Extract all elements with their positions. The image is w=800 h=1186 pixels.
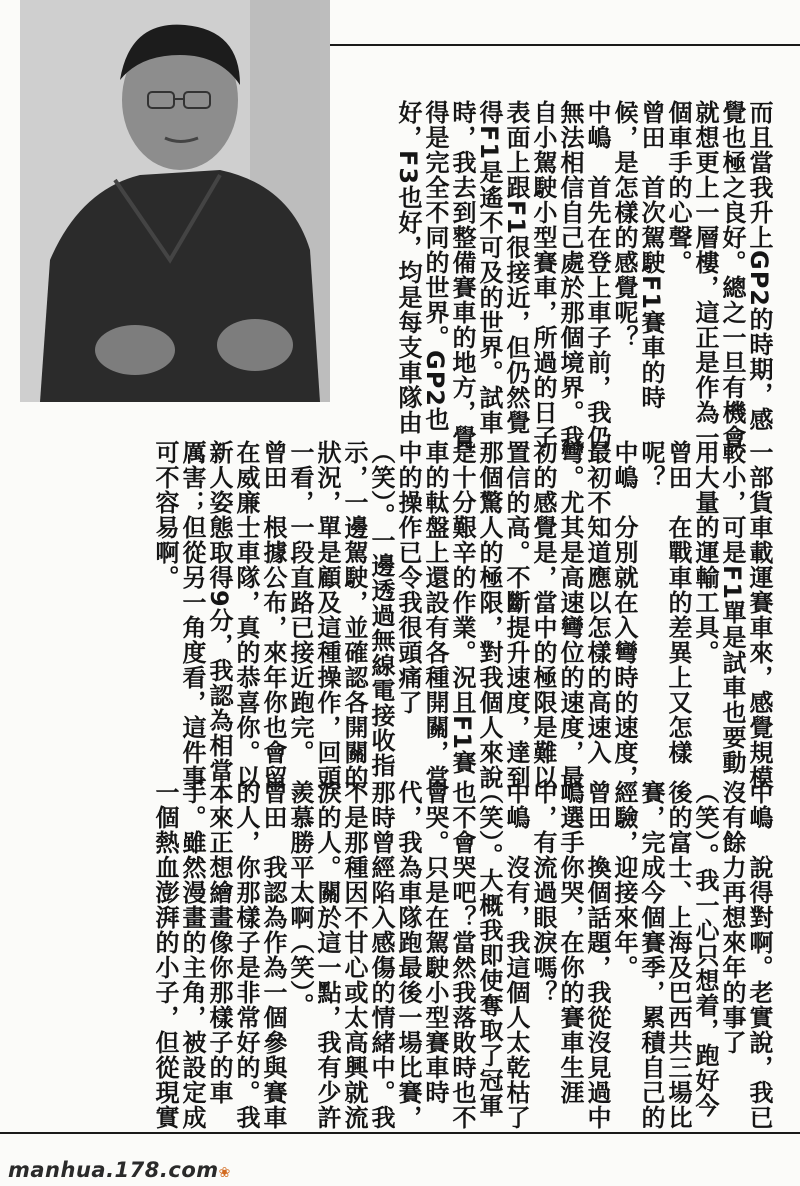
line-text: 說得對啊。老實說，我已	[745, 855, 773, 1130]
line-text: 首先在登上車子前，我仍	[583, 175, 611, 450]
line-text: 得F1是遙不可及的世界。試車	[475, 100, 503, 436]
top-rule	[330, 44, 800, 46]
text-line	[448, 100, 475, 450]
text-line	[205, 780, 232, 1130]
text-line	[691, 780, 718, 1130]
text-line	[340, 440, 367, 790]
text-line	[556, 440, 583, 790]
text-line	[286, 780, 313, 1130]
line-text: 賽，完成今個賽季，累積自己的	[637, 780, 665, 1130]
bottom-rule	[0, 1132, 800, 1134]
line-text: 嶋選手你哭，在你的賽車生涯	[556, 780, 584, 1105]
line-text: 初的感覺是，當中的極限是難以	[529, 440, 557, 790]
text-line	[448, 780, 475, 1130]
line-text: 首次駕駛F1賽車的時	[637, 175, 665, 411]
speaker-label: 中嶋	[583, 100, 611, 175]
text-line	[583, 100, 610, 450]
line-text: 那個驚人的極限，對我個人來說	[475, 440, 503, 790]
text-line	[232, 440, 259, 790]
text-line	[529, 440, 556, 790]
line-text: 一部貨車載運賽車來，感覺規模	[745, 440, 773, 790]
watermark-text: manhua.178.com	[8, 1158, 219, 1182]
speaker-label: 曾田	[259, 780, 287, 855]
text-line	[151, 440, 178, 790]
text-line	[502, 440, 529, 790]
line-text: （笑）。大概我即使奪取了冠軍	[475, 780, 503, 1118]
text-line	[475, 440, 502, 790]
text-line	[556, 100, 583, 450]
text-line	[340, 780, 367, 1130]
text-line	[637, 780, 664, 1130]
text-line	[664, 100, 691, 450]
text-line	[610, 780, 637, 1130]
speaker-label: 中嶋	[745, 780, 773, 855]
interview-section-2	[151, 440, 772, 790]
text-line	[313, 440, 340, 790]
text-line	[286, 440, 313, 790]
text-line	[637, 100, 664, 450]
text-line	[232, 780, 259, 1130]
speaker-label: 曾田	[583, 780, 611, 855]
line-text: 沒有，我這個人太乾枯了	[502, 855, 530, 1130]
text-line	[394, 780, 421, 1130]
text-line	[475, 100, 502, 450]
line-text: （笑）。我一心只想着，跑好今	[691, 780, 719, 1118]
speaker-label: 曾田	[259, 440, 287, 515]
interview-section-1	[394, 100, 772, 450]
text-line	[745, 780, 772, 1130]
text-line	[259, 440, 286, 790]
line-text: 呢？	[637, 440, 665, 490]
text-line	[718, 440, 745, 790]
text-line	[367, 780, 394, 1130]
line-text: 時，我去到整備賽車的地方，覺	[448, 100, 476, 450]
text-line	[529, 780, 556, 1130]
line-text: 車的軚盤上還設有各種開關，當	[421, 440, 449, 790]
line-text: 表面上跟F1很接近，但仍然覺	[502, 100, 530, 436]
text-line	[691, 440, 718, 790]
line-text: 而且當我升上GP2的時期，感	[745, 100, 773, 432]
line-text: 換個話題，我從沒見過中	[583, 855, 611, 1130]
line-text: 分別就在入彎時的速度，	[610, 515, 638, 790]
line-text: 經驗，迎接來年。	[610, 780, 638, 980]
line-text: 可不容易啊。	[151, 440, 179, 590]
line-text: 會哭。只是在駕駛小型賽車時	[421, 780, 449, 1105]
text-line	[502, 100, 529, 450]
text-line	[691, 100, 718, 450]
text-line	[394, 440, 421, 790]
text-line	[637, 440, 664, 790]
line-text: 不是那種因不甘心或太高興就流	[340, 780, 368, 1130]
text-line	[556, 780, 583, 1130]
line-text: 候，是怎樣的感覺呢？	[610, 100, 638, 350]
line-text: 較小，可是F1單是試車也要動	[718, 440, 746, 776]
text-line	[394, 100, 421, 450]
line-text: 在戰車的差異上又怎樣	[664, 515, 692, 765]
text-line	[421, 780, 448, 1130]
text-line	[718, 100, 745, 450]
line-text: 根據公布，來年你也會留	[259, 515, 287, 790]
line-text: 就想更上一層樓，這正是作為一	[691, 100, 719, 450]
text-line	[745, 100, 772, 450]
line-text: 得是完全不同的世界。GP2也	[421, 100, 449, 432]
line-text: 那時曾經陷入感傷的情緒中。我	[367, 780, 395, 1130]
text-line	[475, 780, 502, 1130]
text-line	[178, 780, 205, 1130]
text-line	[205, 440, 232, 790]
text-line	[718, 780, 745, 1130]
line-text: 手。雖然漫畫的主角，被設定成	[178, 780, 206, 1130]
line-text: 在威廉士車隊，真的恭喜你。以	[232, 440, 260, 790]
text-line	[259, 780, 286, 1130]
text-line	[583, 780, 610, 1130]
line-text: 一看，一段直路已接近跑完。	[286, 440, 314, 765]
line-text: 置信的高。不斷提升速度，達到	[502, 440, 530, 790]
line-text: （笑）。一邊透過無線電接收指	[367, 440, 395, 778]
text-line	[313, 780, 340, 1130]
watermark	[8, 1158, 231, 1182]
line-text: 最初不知道應以怎樣的高速入	[583, 440, 611, 765]
line-text: 也不會哭吧？當然我落敗時也不	[448, 780, 476, 1130]
text-line	[448, 440, 475, 790]
line-text: 一個熱血澎湃的小子，但從現實	[151, 780, 179, 1130]
line-text: 用大量的運輸工具。	[691, 440, 719, 665]
text-line	[610, 440, 637, 790]
line-text: 個車手的心聲。	[664, 100, 692, 275]
text-line	[178, 440, 205, 790]
line-text: 好，F3也好，均是每支車隊由	[394, 100, 422, 436]
line-text: 是十分艱辛的作業。況且F1賽	[448, 440, 476, 776]
line-text: 新人姿態取得9分，我認為相當	[205, 440, 233, 783]
interview-section-3	[151, 780, 772, 1130]
text-line	[664, 780, 691, 1130]
speaker-label: 曾田	[637, 100, 665, 175]
line-text: 的人，你那樣子是非常好的。我	[232, 780, 260, 1130]
line-text: 羨慕勝平太啊（笑）。	[286, 780, 314, 1018]
line-text: 後的富士、上海及巴西共三場比	[664, 780, 692, 1130]
line-text: 本來正想繪畫像你那樣子的車	[205, 780, 233, 1105]
line-text: 我認為作為一個參與賽車	[259, 855, 287, 1130]
line-text: 自小駕駛小型賽車，所過的日子	[529, 100, 557, 450]
speaker-label: 中嶋	[610, 440, 638, 515]
text-line	[745, 440, 772, 790]
text-line	[583, 440, 610, 790]
speaker-label: 曾田	[664, 440, 692, 515]
text-line	[367, 440, 394, 790]
speaker-label: 中嶋	[502, 780, 530, 855]
line-text: 中的操作已令我很頭痛了	[394, 440, 422, 715]
portrait-photo	[20, 0, 330, 402]
line-text: 狀況，單是顧及這種操作，回頭	[313, 440, 341, 790]
text-line	[151, 780, 178, 1130]
text-line	[421, 440, 448, 790]
flower-icon: ❀	[218, 1165, 231, 1181]
line-text: 淚的人。關於這一點，我有少許	[313, 780, 341, 1130]
line-text: 彎。尤其是高速彎位的速度，最	[556, 440, 584, 790]
line-text: 無法相信自己處於那個境界。我	[556, 100, 584, 450]
text-line	[502, 780, 529, 1130]
text-line	[421, 100, 448, 450]
line-text: 覺也極之良好。總之一旦有機會	[718, 100, 746, 450]
line-text: 中，有流過眼淚嗎？	[529, 780, 557, 1005]
line-text: 沒有餘力再想來年的事了	[718, 780, 746, 1055]
line-text: 厲害；但從另一角度看，這件事	[178, 440, 206, 790]
text-line	[529, 100, 556, 450]
text-line	[610, 100, 637, 450]
line-text: 代，我為車隊跑最後一場比賽，	[394, 780, 422, 1130]
line-text: 示，一邊駕駛，並確認各開關的	[340, 440, 368, 790]
text-line	[664, 440, 691, 790]
